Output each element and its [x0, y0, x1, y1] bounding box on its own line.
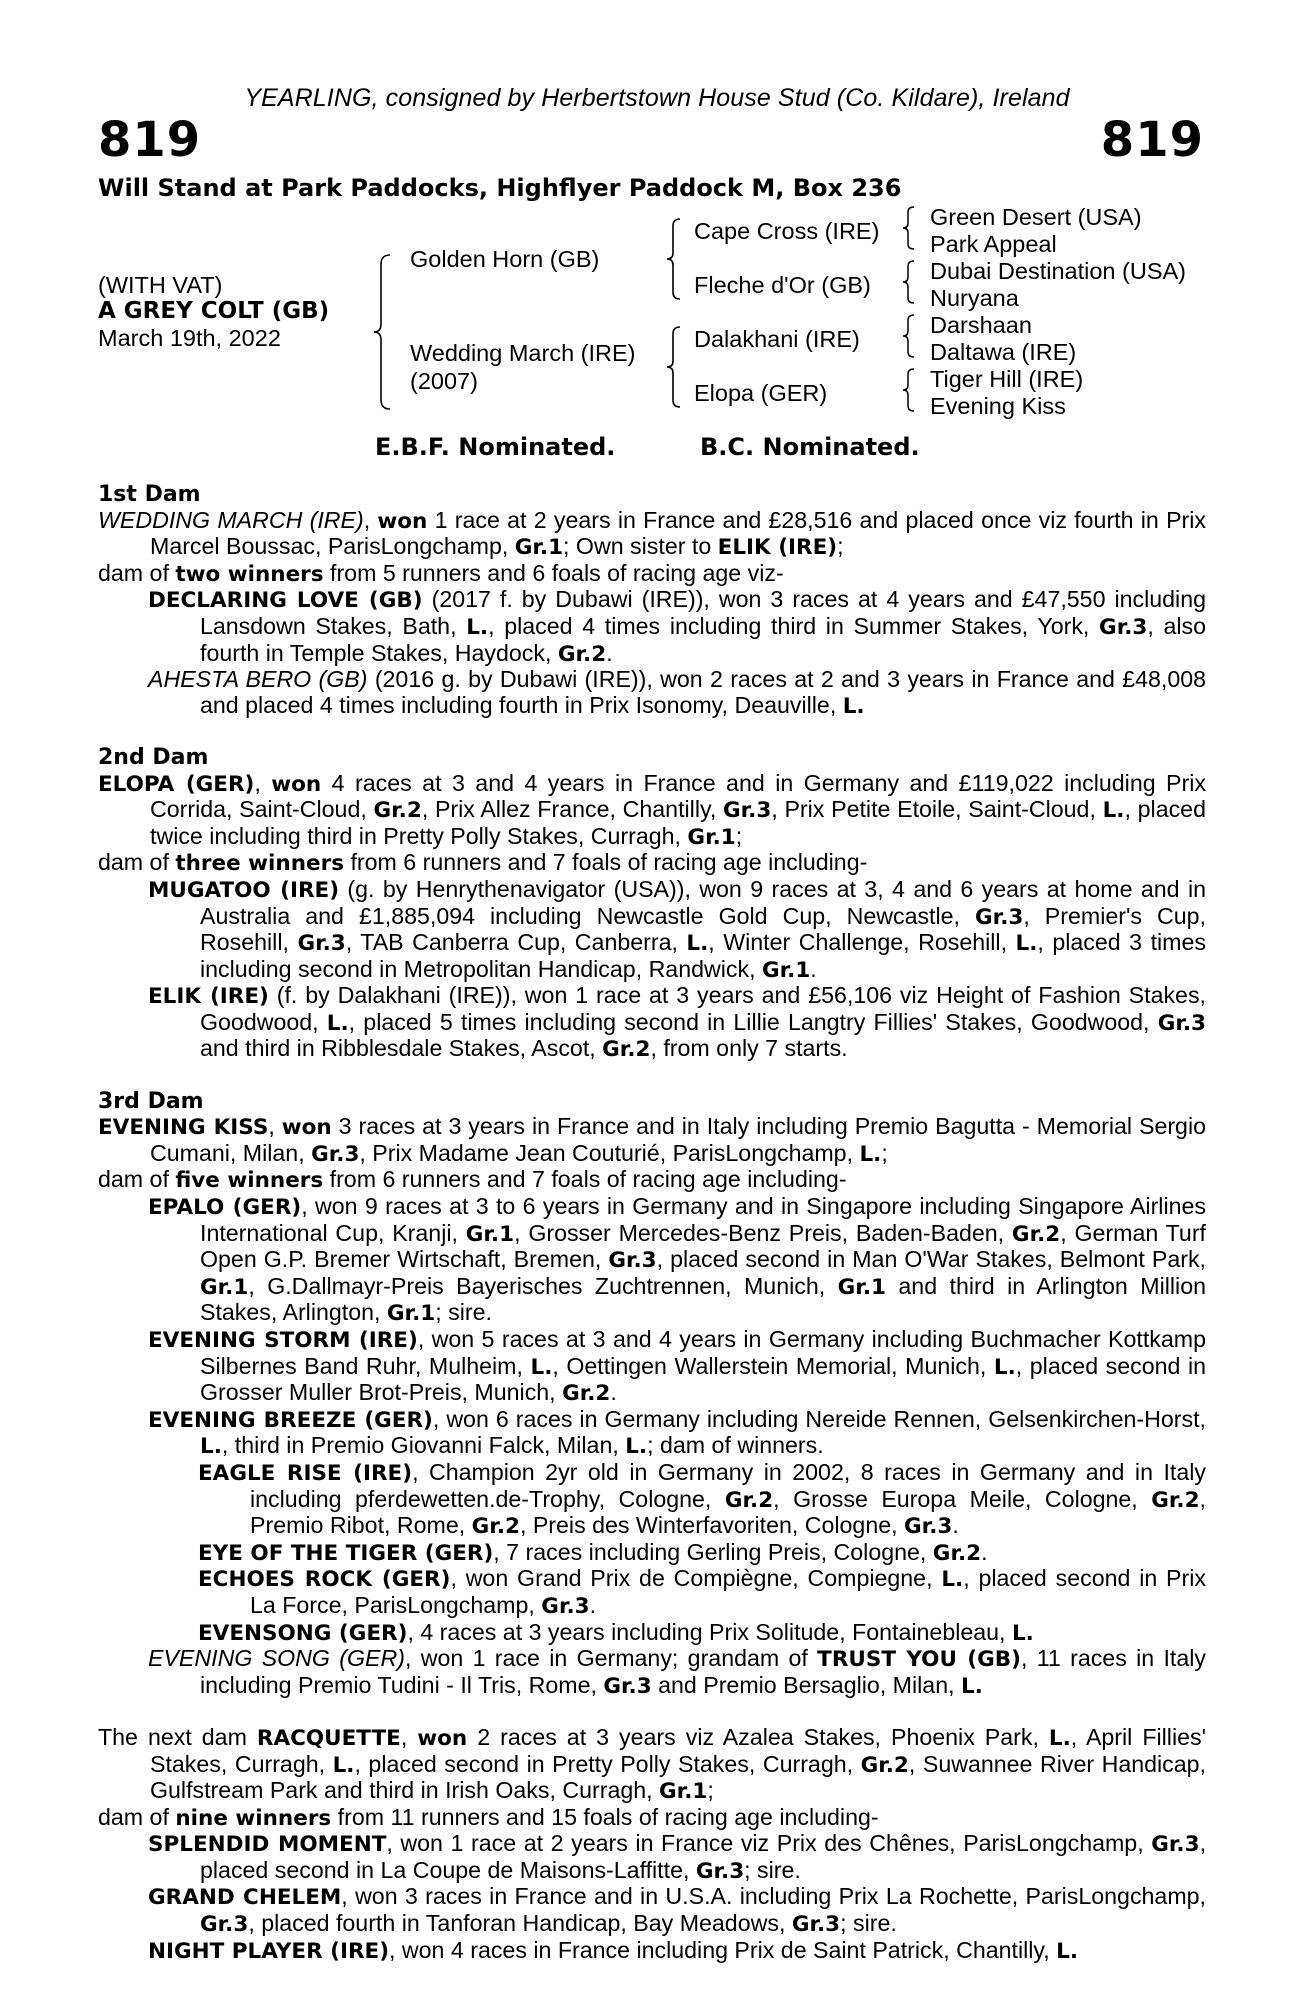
first-dam-produce-summary: dam of two winners from 5 runners and 6 foals of racing age viz- [98, 559, 784, 587]
pedigree-g6: Daltawa (IRE) [930, 339, 1077, 365]
first-dam-record: WEDDING MARCH (IRE), won 1 race at 2 years in France and £28,516 and placed once viz fourth in Prix Marcel Boussac, ParisLongchamp, Gr.1; Own sister to ELIK (IRE); [98, 506, 1206, 561]
first-dam-heading: 1st Dam [98, 482, 201, 507]
brace-dam [666, 326, 682, 408]
brace-g1 [902, 206, 916, 250]
pedigree-g3: Dubai Destination (USA) [930, 258, 1186, 284]
brace-main [372, 254, 392, 410]
brace-sire [666, 218, 682, 300]
brace-g2 [902, 260, 916, 304]
produce-ahesta-bero: AHESTA BERO (GB) (2016 g. by Dubawi (IRE)), won 2 races at 2 and 3 years in France and £48,008 and placed 4 times including fourth in Prix Isonomy, Deauville, L. [148, 666, 1207, 719]
second-dam-record: ELOPA (GER), won 4 races at 3 and 4 years in France and in Germany and £119,022 including Prix Corrida, Saint-Cloud, Gr.2, Prix Allez France, Chantilly, Gr.3, Prix Petite Etoile, Saint-Cloud, L., placed twice including third in Pretty Polly Stakes, Curragh, Gr.1; [98, 769, 1206, 850]
produce-epalo: EPALO (GER), won 9 races at 3 to 6 years in Germany and in Singapore including Singapore Airlines International Cup, Kranji, Gr.1, Grosser Mercedes-Benz Preis, Baden-Baden, Gr.2, German Turf Open G.P. Bremer Wirtschaft, Bremen, Gr.3, placed second in Man O'War Stakes, Belmont Park, Gr.1, G.Dallmayr-Preis Bayerisches Zuchtrennen, Munich, Gr.1 and third in Arlington Million Stakes, Arlington, Gr.1; sire. [148, 1193, 1206, 1327]
horse-name: A GREY COLT (GB) [98, 298, 330, 324]
produce-grand-chelem: GRAND CHELEM, won 3 races in France and in U.S.A. including Prix La Rochette, ParisLongchamp, Gr.3, placed fourth in Tanforan Handicap, Bay Meadows, Gr.3; sire. [148, 1883, 1206, 1938]
produce-evening-song: EVENING SONG (GER), won 1 race in Germany; grandam of TRUST YOU (GB), 11 races in Italy including Premio Tudini - Il Tris, Rome, Gr.3 and Premio Bersaglio, Milan, L. [148, 1645, 1206, 1699]
pedigree-g7: Tiger Hill (IRE) [930, 366, 1084, 392]
consignor-line: YEARLING, consigned by Herbertstown House Stud (Co. Kildare), Ireland [244, 84, 1070, 112]
pedigree-g8: Evening Kiss [930, 393, 1066, 419]
lot-number-left: 819 [98, 112, 202, 168]
produce-declaring-love: DECLARING LOVE (GB) (2017 f. by Dubawi (IRE)), won 3 races at 4 years and £47,550 including Lansdown Stakes, Bath, L., placed 4 times including third in Summer Stakes, York, Gr.3, also fourth in Temple Stakes, Haydock, Gr.2. [148, 586, 1207, 667]
produce-eye-of-the-tiger: EYE OF THE TIGER (GER), 7 races including Gerling Preis, Cologne, Gr.2. [198, 1538, 988, 1566]
produce-elik: ELIK (IRE) (f. by Dalakhani (IRE)), won 1 race at 3 years and £56,106 viz Height of Fashion Stakes, Goodwood, L., placed 5 times including second in Lillie Langtry Fillies' Stakes, Goodwood, Gr.3 and third in Ribblesdale Stakes, Ascot, Gr.2, from only 7 starts. [148, 982, 1206, 1063]
pedigree-sire-dam: Fleche d'Or (GB) [694, 272, 871, 298]
second-dam-heading: 2nd Dam [98, 744, 209, 770]
pedigree-g1: Green Desert (USA) [930, 204, 1142, 230]
bc-nominated: B.C. Nominated. [700, 433, 920, 461]
next-dam-record: The next dam RACQUETTE, won 2 races at 3 years viz Azalea Stakes, Phoenix Park, L., April Fillies' Stakes, Curragh, L., placed second in Pretty Polly Stakes, Curragh, Gr.2, Suwannee River Handicap, Gulfstream Park and third in Irish Oaks, Curragh, Gr.1; [98, 1723, 1207, 1805]
pedigree-dam: Wedding March (IRE) [410, 340, 636, 366]
stand-location: Will Stand at Park Paddocks, Highflyer Paddock M, Box 236 [98, 174, 902, 202]
pedigree-dam-dam: Elopa (GER) [694, 380, 828, 406]
vat-note: (WITH VAT) [98, 272, 223, 298]
produce-splendid-moment: SPLENDID MOMENT, won 1 race at 2 years in France viz Prix des Chênes, ParisLongchamp, Gr.3, placed second in La Coupe de Maisons-Laffitte, Gr.3; sire. [148, 1830, 1207, 1884]
foaling-date: March 19th, 2022 [98, 325, 281, 351]
brace-g3 [902, 314, 916, 358]
pedigree-sire: Golden Horn (GB) [410, 246, 600, 272]
produce-evensong: EVENSONG (GER), 4 races at 3 years including Prix Solitude, Fontainebleau, L. [198, 1618, 1034, 1646]
pedigree-sire-sire: Cape Cross (IRE) [694, 218, 880, 244]
pedigree-g2: Park Appeal [930, 231, 1057, 257]
pedigree-dam-sire: Dalakhani (IRE) [694, 326, 860, 352]
next-dam-produce-summary: dam of nine winners from 11 runners and 15 foals of racing age including- [98, 1803, 879, 1831]
pedigree-g4: Nuryana [930, 285, 1019, 311]
produce-night-player: NIGHT PLAYER (IRE), won 4 races in France including Prix de Saint Patrick, Chantilly, L. [148, 1936, 1079, 1964]
produce-evening-storm: EVENING STORM (IRE), won 5 races at 3 and 4 years in Germany including Buchmacher Kottkamp Silbernes Band Ruhr, Mulheim, L., Oettingen Wallerstein Memorial, Munich, L., placed second in Grosser Muller Brot-Preis, Munich, Gr.2. [148, 1326, 1207, 1407]
catalogue-body [98, 482, 1206, 1964]
third-dam-record: EVENING KISS, won 3 races at 3 years in France and in Italy including Premio Bagutta - Memorial Sergio Cumani, Milan, Gr.3, Prix Madame Jean Couturié, ParisLongchamp, L.; [98, 1113, 1206, 1167]
brace-g4 [902, 368, 916, 412]
third-dam-produce-summary: dam of five winners from 6 runners and 7 foals of racing age including- [98, 1166, 847, 1194]
produce-eagle-rise: EAGLE RISE (IRE), Champion 2yr old in Germany in 2002, 8 races in Germany and in Italy including pferdewetten.de-Trophy, Cologne, Gr.2, Grosse Europa Meile, Cologne, Gr.2, Premio Ribot, Rome, Gr.2, Preis des Winterfavoriten, Cologne, Gr.3. [198, 1458, 1206, 1540]
produce-evening-breeze: EVENING BREEZE (GER), won 6 races in Germany including Nereide Rennen, Gelsenkirchen-Horst, L., third in Premio Giovanni Falck, Milan, L.; dam of winners. [148, 1405, 1206, 1460]
lot-number-right: 819 [1100, 112, 1204, 168]
pedigree-dam-year: (2007) [410, 368, 478, 394]
produce-echoes-rock: ECHOES ROCK (GER), won Grand Prix de Compiègne, Compiegne, L., placed second in Prix La Force, ParisLongchamp, Gr.3. [198, 1565, 1206, 1619]
ebf-nominated: E.B.F. Nominated. [375, 433, 616, 461]
second-dam-produce-summary: dam of three winners from 6 runners and 7 foals of racing age including- [98, 849, 868, 877]
third-dam-heading: 3rd Dam [98, 1088, 204, 1114]
pedigree-g5: Darshaan [930, 312, 1032, 338]
produce-mugatoo: MUGATOO (IRE) (g. by Henrythenavigator (USA)), won 9 races at 3, 4 and 6 years at home and in Australia and £1,885,094 including Newcastle Gold Cup, Newcastle, Gr.3, Premier's Cup, Rosehill, Gr.3, TAB Canberra Cup, Canberra, L., Winter Challenge, Rosehill, L., placed 3 times including second in Metropolitan Handicap, Randwick, Gr.1. [148, 875, 1207, 983]
